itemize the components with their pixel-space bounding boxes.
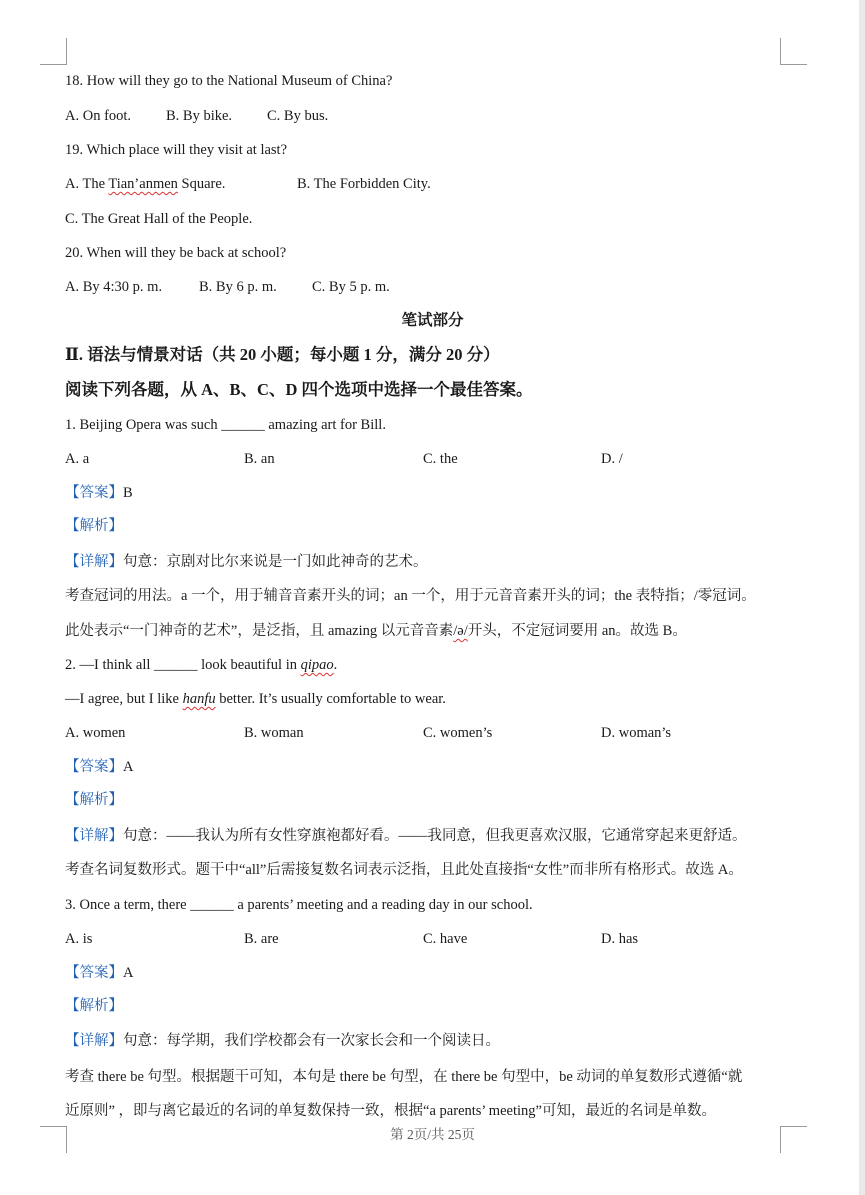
q1-option-d: D. / (601, 451, 623, 467)
instruction-heading: 阅读下列各题，从 A、B、C、D 四个选项中选择一个最佳答案。 (65, 380, 533, 399)
q19-option-b: B. The Forbidden City. (297, 176, 431, 192)
q19-option-a: A. The Tian’anmen Square. (65, 176, 226, 192)
page-edge (859, 0, 865, 1195)
q3-analysis-label: 【解析】 (65, 998, 123, 1014)
q2-detail-1: 【详解】句意：——我认为所有女性穿旗袍都好看。——我同意，但我更喜欢汉服，它通常穿起来更舒适。 (65, 828, 747, 844)
q1-detail-2: 考查冠词的用法。a 一个，用于辅音音素开头的词；an 一个，用于元音音素开头的词；the 表特指；/零冠词。 (65, 588, 756, 604)
q2-detail-2: 考查名词复数形式。题干中“all”后需接复数名词表示泛指，且此处直接指“女性”而非所有格形式。故选 A。 (65, 862, 743, 878)
answer-label: 【答案】 (65, 965, 123, 981)
q18-option-c: C. By bus. (267, 108, 329, 124)
q20-stem: 20. When will they be back at school? (65, 245, 287, 261)
q1-option-a: A. a (65, 451, 90, 467)
q2-stem: 2. —I think all ______ look beautiful in qipao. (65, 657, 338, 673)
q3-option-c: C. have (423, 931, 468, 947)
q19-stem: 19. Which place will they visit at last? (65, 142, 288, 158)
q18-option-b: B. By bike. (166, 108, 233, 124)
q2-analysis-label: 【解析】 (65, 792, 123, 808)
q1-stem: 1. Beijing Opera was such ______ amazing art for Bill. (65, 417, 386, 433)
q2-option-a: A. women (65, 725, 126, 741)
crop-mark-top-right (780, 38, 807, 65)
q2-answer: 【答案】A (65, 759, 134, 775)
q20-option-a: A. By 4:30 p. m. (65, 279, 163, 295)
part-heading: Ⅱ. 语法与情景对话（共 20 小题；每小题 1 分，满分 20 分） (65, 345, 500, 364)
q1-option-c: C. the (423, 451, 458, 467)
q19-option-c: C. The Great Hall of the People. (65, 211, 253, 227)
answer-label: 【答案】 (65, 485, 123, 501)
written-section-title: 笔试部分 (401, 312, 464, 329)
q3-option-d: D. has (601, 931, 639, 947)
q2-option-c: C. women’s (423, 725, 493, 741)
q18-stem: 18. How will they go to the National Museum of China? (65, 73, 393, 89)
q20-option-b: B. By 6 p. m. (199, 279, 277, 295)
q2-option-b: B. woman (244, 725, 304, 741)
q3-answer: 【答案】A (65, 965, 134, 981)
q3-detail-2: 考查 there be 句型。根据题干可知，本句是 there be 句型，在 there be 句型中，be 动词的单复数形式遵循“就 (65, 1069, 743, 1085)
q1-answer: 【答案】B (65, 485, 133, 501)
q3-option-a: A. is (65, 931, 93, 947)
answer-label: 【答案】 (65, 759, 123, 775)
q20-option-c: C. By 5 p. m. (312, 279, 390, 295)
q1-analysis-label: 【解析】 (65, 518, 123, 534)
q18-option-a: A. On foot. (65, 108, 132, 124)
q2-dialog-line-2: —I agree, but I like hanfu better. It’s usually comfortable to wear. (65, 691, 446, 707)
q3-detail-1: 【详解】句意：每学期，我们学校都会有一次家长会和一个阅读日。 (65, 1033, 500, 1049)
spellcheck-word: Tian’anmen (108, 176, 178, 192)
q3-stem: 3. Once a term, there ______ a parents’ meeting and a reading day in our school. (65, 897, 533, 913)
crop-mark-top-left (40, 38, 67, 65)
q1-detail-1: 【详解】句意：京剧对比尔来说是一门如此神奇的艺术。 (65, 554, 428, 570)
q2-option-d: D. woman’s (601, 725, 672, 741)
q3-option-b: B. are (244, 931, 279, 947)
q1-option-b: B. an (244, 451, 275, 467)
q1-detail-3: 此处表示“一门神奇的艺术”，是泛指，且 amazing 以元音音素/ə/开头，不定冠词要用 an。故选 B。 (65, 623, 687, 639)
q3-detail-3: 近原则” ，即与离它最近的名词的单复数保持一致，根据“a parents’ meeting”可知，最近的名词是单数。 (65, 1103, 716, 1119)
page-footer: 第 2页/共 25页 (390, 1127, 475, 1142)
